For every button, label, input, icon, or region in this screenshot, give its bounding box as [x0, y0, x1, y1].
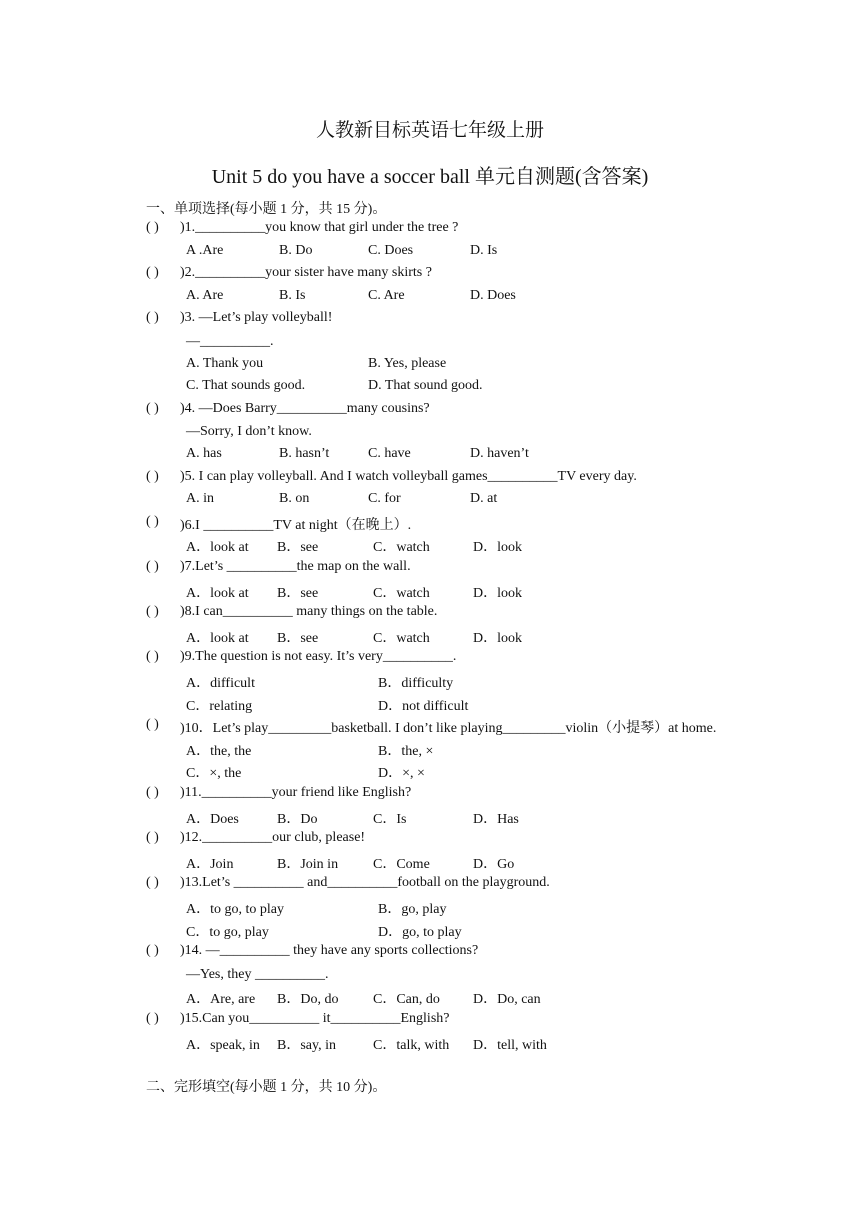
answer-option: D. Does [470, 287, 516, 303]
answer-option: C．Come [373, 856, 430, 872]
answer-option: A .Are [186, 242, 224, 258]
answer-option: A．the, the [186, 743, 252, 759]
answer-option: C．watch [373, 585, 430, 601]
answer-option: C．Is [373, 811, 407, 827]
answer-parenthesis: ( ) [146, 785, 159, 800]
question-stem: )1.__________you know that girl under the tree ? [180, 220, 459, 235]
question-reply-line: —Yes, they __________. [186, 966, 329, 982]
answer-option: A．Are, are [186, 992, 256, 1008]
question-reply-line: —__________. [186, 334, 274, 349]
answer-parenthesis: ( ) [146, 830, 159, 846]
answer-option: B. on [279, 491, 310, 507]
answer-parenthesis: ( ) [146, 604, 159, 620]
answer-option: B．Do, do [277, 992, 339, 1008]
question-stem: )15.Can you__________ it__________English? [180, 1011, 450, 1026]
answer-option: D．tell, with [473, 1037, 547, 1053]
question-stem: )4. —Does Barry__________many cousins? [180, 400, 430, 416]
answer-option: A. in [186, 491, 214, 507]
answer-parenthesis: ( ) [146, 220, 159, 235]
answer-option: A．difficult [186, 676, 255, 691]
answer-option: D．Go [473, 856, 515, 872]
answer-option: B．Join in [277, 856, 339, 872]
answer-option: C．to go, play [186, 924, 269, 940]
answer-option: B．see [277, 630, 319, 646]
question-stem: )5. I can play volleyball. And I watch volleyball games__________TV every day. [180, 468, 637, 484]
answer-option: D．go, to play [378, 924, 462, 940]
document-subtitle: Unit 5 do you have a soccer ball 单元自测题(含答案) [211, 166, 649, 188]
answer-option: D. at [470, 491, 498, 507]
answer-option: B. hasn’t [279, 446, 330, 461]
answer-parenthesis: ( ) [146, 717, 159, 733]
answer-option: A．to go, to play [186, 902, 284, 917]
answer-option: C．relating [186, 698, 253, 714]
answer-option: C．watch [373, 630, 430, 646]
question-reply-line: —Sorry, I don’t know. [186, 424, 312, 440]
document-title: 人教新目标英语七年级上册 [315, 120, 544, 141]
answer-parenthesis: ( ) [146, 513, 159, 529]
answer-option: D. That sound good. [368, 378, 483, 394]
question-stem: )11.__________your friend like English? [180, 785, 412, 800]
answer-parenthesis: ( ) [146, 265, 159, 281]
question-stem: )6.I __________TV at night（在晚上）. [180, 517, 412, 533]
answer-option: B. Do [279, 242, 313, 258]
answer-option: B. Is [279, 287, 306, 303]
answer-parenthesis: ( ) [146, 400, 159, 416]
question-stem: )8.I can__________ many things on the table. [180, 604, 438, 620]
answer-option: D．not difficult [378, 698, 469, 714]
answer-option: A. has [186, 446, 222, 461]
answer-option: A．Does [186, 811, 239, 827]
answer-option: C. Does [368, 242, 414, 258]
answer-option: B．difficulty [378, 676, 454, 691]
answer-option: C. Are [368, 287, 405, 303]
answer-option: D. haven’t [470, 446, 529, 461]
answer-option: C．Can, do [373, 992, 440, 1008]
answer-option: D．×, × [378, 766, 425, 782]
question-stem: )14. —__________ they have any sports collections? [180, 943, 479, 959]
answer-option: A．speak, in [186, 1037, 260, 1053]
answer-option: A．look at [186, 585, 249, 601]
question-stem: )12.__________our club, please! [180, 830, 366, 846]
answer-option: A. Thank you [186, 355, 264, 371]
answer-option: C. That sounds good. [186, 378, 306, 394]
answer-parenthesis: ( ) [146, 875, 159, 891]
answer-parenthesis: ( ) [146, 468, 159, 484]
answer-option: D．Has [473, 811, 519, 827]
answer-option: B．the, × [378, 743, 434, 759]
answer-option: D．look [473, 630, 522, 646]
answer-option: C. for [368, 491, 401, 507]
answer-parenthesis: ( ) [146, 943, 159, 959]
answer-parenthesis: ( ) [146, 649, 159, 665]
answer-option: B．Do [277, 811, 318, 827]
answer-option: C．watch [373, 540, 430, 556]
answer-option: B．go, play [378, 902, 447, 917]
answer-option: C. have [368, 446, 411, 461]
answer-option: D. Is [470, 242, 498, 258]
answer-option: D．look [473, 540, 522, 556]
answer-option: A. Are [186, 287, 224, 303]
answer-option: D．look [473, 585, 522, 601]
answer-option: A．look at [186, 630, 249, 646]
answer-option: A．look at [186, 540, 249, 556]
answer-option: A．Join [186, 856, 234, 872]
answer-option: B．say, in [277, 1037, 336, 1053]
question-stem: )2.__________your sister have many skirts ? [180, 265, 432, 281]
answer-parenthesis: ( ) [146, 310, 159, 326]
answer-parenthesis: ( ) [146, 1011, 159, 1026]
section-heading-1: 一、单项选择(每小题 1 分，共 15 分)。 [146, 202, 387, 217]
section-heading-2: 二、完形填空(每小题 1 分，共 10 分)。 [146, 1080, 387, 1095]
question-stem: )7.Let’s __________the map on the wall. [180, 559, 411, 574]
answer-option: B．see [277, 540, 319, 556]
answer-parenthesis: ( ) [146, 559, 159, 574]
answer-option: B．see [277, 585, 319, 601]
answer-option: C．×, the [186, 766, 242, 782]
answer-option: B. Yes, please [368, 355, 447, 371]
answer-option: C．talk, with [373, 1037, 450, 1053]
question-stem: )3. —Let’s play volleyball! [180, 310, 333, 326]
answer-option: D．Do, can [473, 992, 541, 1008]
question-stem: )10．Let’s play_________basketball. I don’t like playing_________violin（小提琴）at home. [180, 721, 717, 737]
question-stem: )13.Let’s __________ and__________football on the playground. [180, 875, 550, 891]
question-stem: )9.The question is not easy. It’s very__________. [180, 649, 457, 665]
